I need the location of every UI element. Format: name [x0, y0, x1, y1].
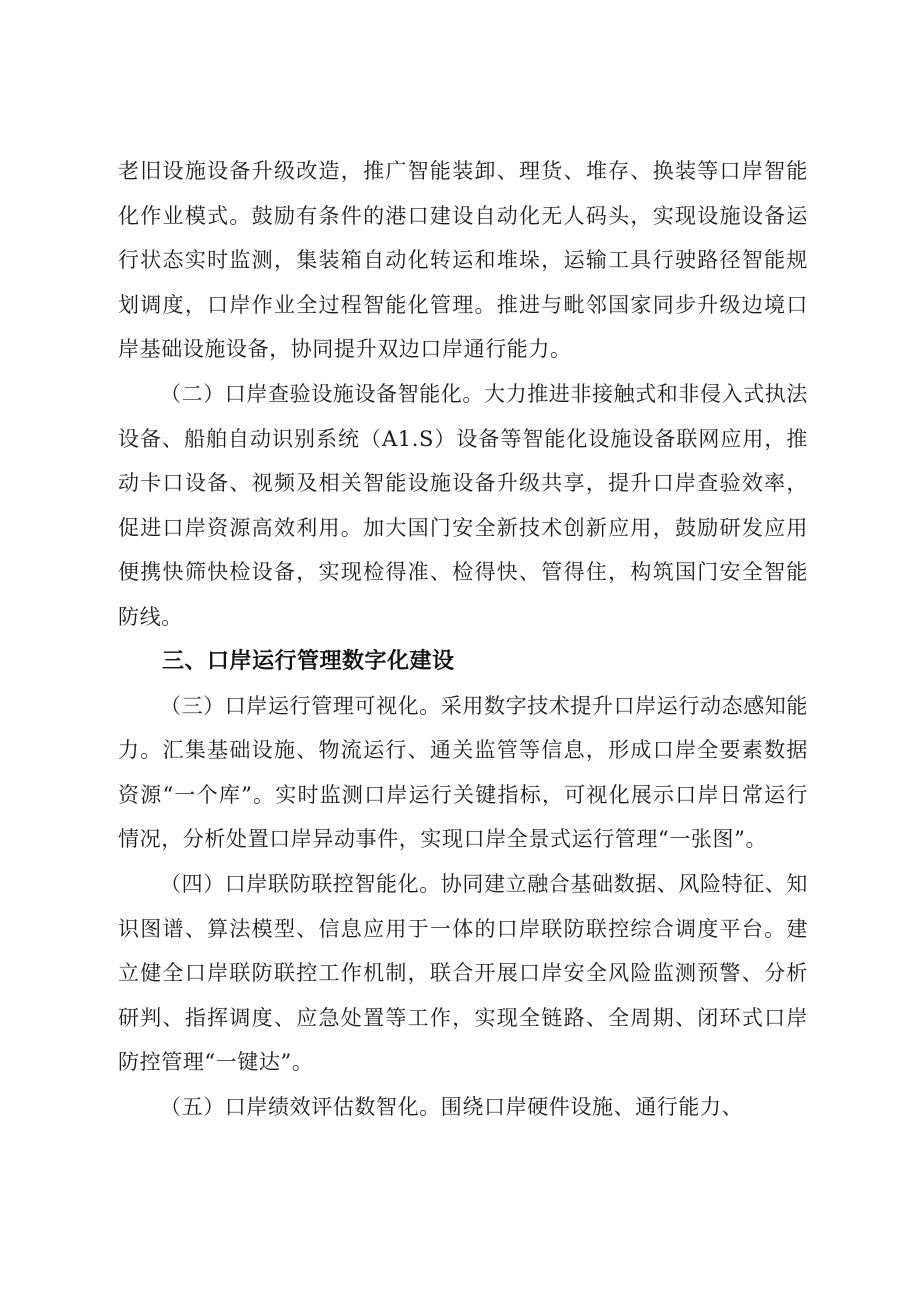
paragraph-operation-visualization: （三）口岸运行管理可视化。采用数字技术提升口岸运行动态感知能力。汇集基础设施、物流运行、通关监管等信息，形成口岸全要素数据资源“一个库”。实时监测口岸运行关键指标，可视化展示口岸日常运行情况，分析处置口岸异动事件，实现口岸全景式运行管理“一张图”。 [118, 693, 808, 852]
paragraph-joint-control: （四）口岸联防联控智能化。协同建立融合基础数据、风险特征、知识图谱、算法模型、信息应用于一体的口岸联防联控综合调度平台。建立健全口岸联防联控工作机制，联合开展口岸安全风险监测预警、分析研判、指挥调度、应急处置等工作，实现全链路、全周期、闭环式口岸防控管理“一键达”。 [118, 871, 808, 1075]
paragraph-continued: 老旧设施设备升级改造，推广智能装卸、理货、堆存、换装等口岸智能化作业模式。鼓励有条件的港口建设自动化无人码头，实现设施设备运行状态实时监测，集装箱自动化转运和堆垛，运输工具行驶路径智能规划调度，口岸作业全过程智能化管理。推进与毗邻国家同步升级边境口岸基础设施设备，协同提升双边口岸通行能力。 [118, 159, 808, 362]
paragraph-inspection-equipment: （二）口岸查验设施设备智能化。大力推进非接触式和非侵入式执法设备、船舶自动识别系统（A1.S）设备等智能化设施设备联网应用，推动卡口设备、视频及相关智能设施设备升级共享，提升口岸查验效率，促进口岸资源高效利用。加大国门安全新技术创新应用，鼓励研发应用便携快筛快检设备，实现检得准、检得快、管得住，构筑国门安全智能防线。 [118, 381, 808, 629]
document-body [118, 149, 808, 1129]
section-heading: 三、口岸运行管理数字化建设 [162, 648, 455, 674]
paragraph-performance-evaluation: （五）口岸绩效评估数智化。围绕口岸硬件设施、通行能力、 [160, 1094, 744, 1119]
